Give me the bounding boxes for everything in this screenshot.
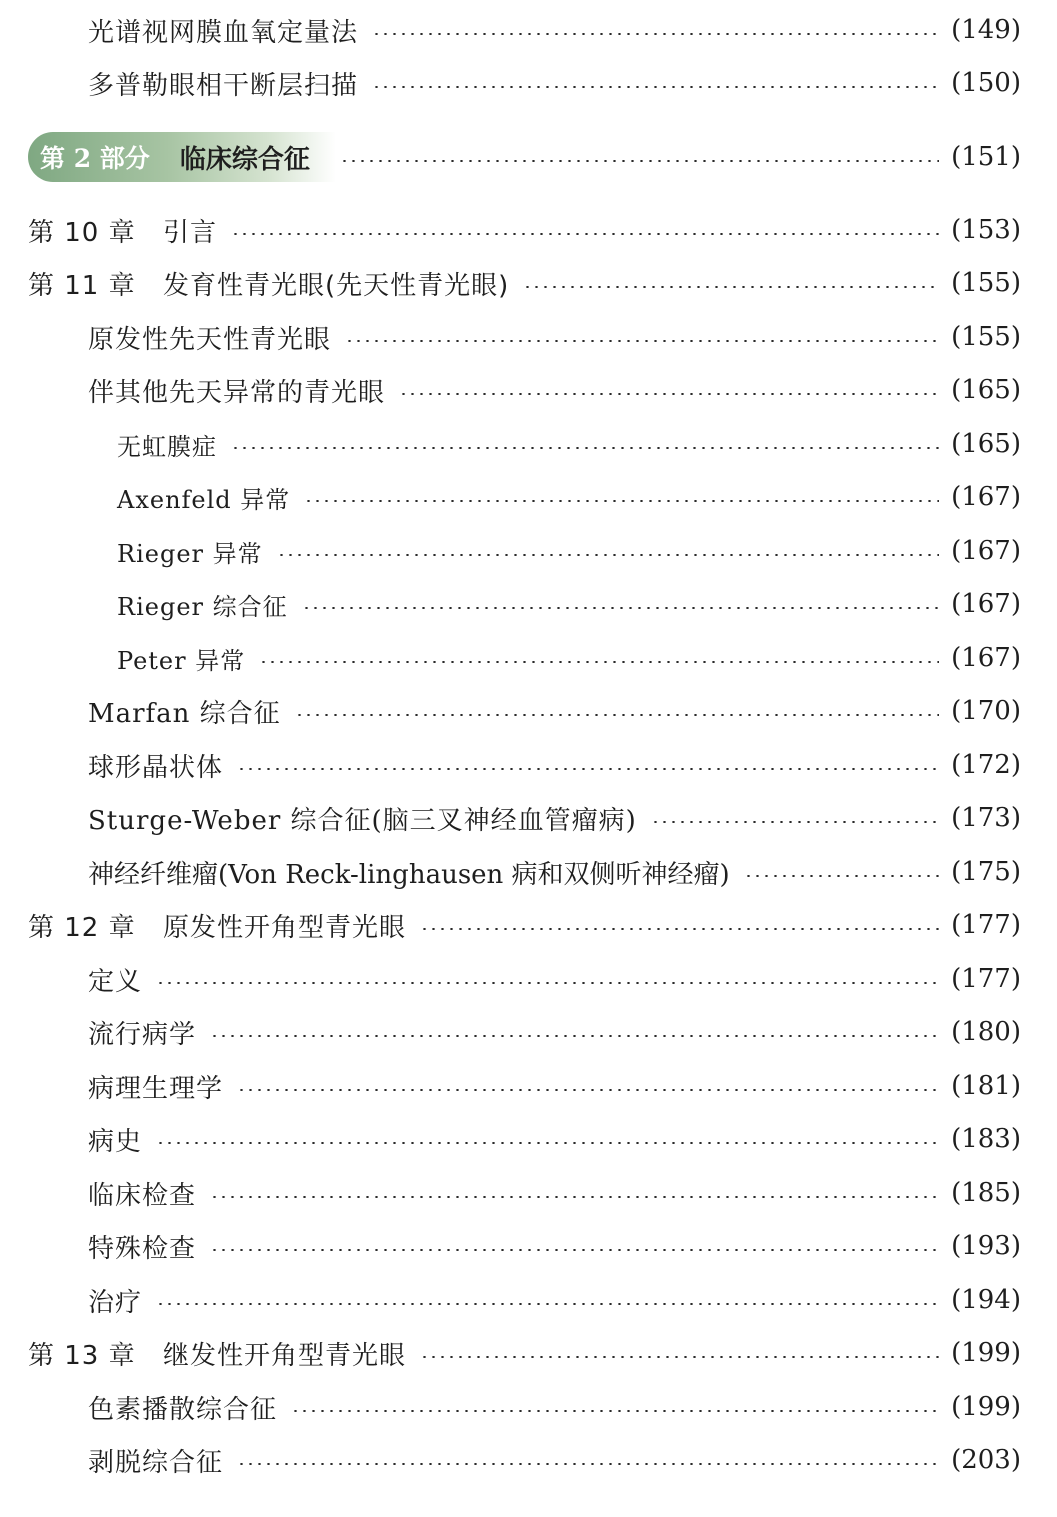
dot-leader (399, 393, 939, 395)
chapter-heading (28, 212, 217, 249)
chapter-heading (28, 907, 406, 944)
toc-entry[interactable] (0, 1440, 1021, 1480)
dot-leader (744, 875, 939, 877)
toc-page-number: (199) (951, 1338, 1021, 1368)
toc-page-number: (181) (951, 1071, 1021, 1101)
toc-entry-title: 病史 (88, 1126, 143, 1157)
toc-entry-title: Axenfeld 异常 (117, 485, 291, 514)
toc-entry-title: 临床检查 (88, 1180, 197, 1211)
toc-page-number: (165) (951, 429, 1021, 459)
dot-leader (372, 86, 939, 88)
chapter-number: 第 12 章 (28, 912, 136, 943)
toc-subentry[interactable] (0, 584, 1021, 624)
toc-entry-title: 特殊检查 (88, 1233, 197, 1264)
dot-leader (291, 1410, 939, 1412)
part-title: 临床综合征 (179, 144, 310, 175)
toc-page-number: (149) (951, 15, 1021, 45)
chapter-title: 原发性开角型青光眼 (163, 912, 407, 943)
chapter-number: 第 10 章 (28, 217, 136, 248)
toc-entry-title: 无虹膜症 (117, 432, 217, 461)
dot-leader (156, 1142, 939, 1144)
part-heading[interactable] (0, 131, 1021, 183)
toc-page-number: (151) (951, 142, 1021, 172)
dot-leader (210, 1035, 939, 1037)
dot-leader (651, 821, 939, 823)
toc-subentry[interactable] (0, 424, 1021, 464)
toc-page-number: (172) (951, 750, 1021, 780)
toc-entry[interactable] (0, 1119, 1021, 1159)
toc-entry[interactable] (0, 691, 1021, 731)
toc-entry[interactable] (0, 10, 1021, 50)
chapter-title: 引言 (163, 217, 218, 248)
toc-entry-title: 伴其他先天异常的青光眼 (88, 377, 386, 408)
dot-leader (237, 1463, 939, 1465)
toc-entry-title: Marfan 综合征 (88, 698, 281, 729)
toc-page-number: (167) (951, 643, 1021, 673)
toc-page-number: (167) (951, 536, 1021, 566)
toc-entry[interactable] (0, 63, 1021, 103)
dot-leader (304, 500, 939, 502)
toc-entry-title: 剥脱综合征 (88, 1447, 224, 1478)
toc-page-number: (203) (951, 1445, 1021, 1475)
toc-page-number: (199) (951, 1392, 1021, 1422)
toc-page-number: (193) (951, 1231, 1021, 1261)
toc-entry[interactable] (0, 852, 1021, 892)
toc-page-number: (155) (951, 268, 1021, 298)
toc-entry-title: 光谱视网膜血氧定量法 (88, 17, 359, 48)
dot-leader (523, 286, 939, 288)
toc-entry[interactable] (0, 317, 1021, 357)
dot-leader (420, 1356, 939, 1358)
chapter-entry[interactable] (0, 905, 1021, 945)
dot-leader (231, 233, 939, 235)
dot-leader (420, 928, 939, 930)
dot-leader (345, 340, 939, 342)
dot-leader (340, 160, 939, 162)
toc-entry-title: Rieger 异常 (117, 539, 263, 568)
toc-page-number: (194) (951, 1285, 1021, 1315)
chapter-heading (28, 1335, 406, 1372)
toc-subentry[interactable] (0, 477, 1021, 517)
toc-entry-title: 球形晶状体 (88, 752, 224, 783)
toc-page-number: (150) (951, 68, 1021, 98)
toc-entry[interactable] (0, 1387, 1021, 1427)
chapter-title: 继发性开角型青光眼 (163, 1340, 407, 1371)
toc-entry[interactable] (0, 1066, 1021, 1106)
part-banner (28, 132, 336, 182)
toc-entry[interactable] (0, 745, 1021, 785)
toc-entry-title: 多普勒眼相干断层扫描 (88, 70, 359, 101)
toc-entry-title: 神经纤维瘤(Von Reck-linghausen 病和双侧听神经瘤) (88, 859, 730, 890)
toc-entry-title: 病理生理学 (88, 1073, 224, 1104)
toc-entry-title: Peter 异常 (117, 646, 246, 675)
dot-leader (156, 1303, 939, 1305)
toc-entry-title: Rieger 综合征 (117, 592, 288, 621)
toc-page-number: (173) (951, 803, 1021, 833)
toc-entry[interactable] (0, 1226, 1021, 1266)
toc-page-number: (167) (951, 589, 1021, 619)
chapter-heading (28, 265, 509, 302)
toc-entry[interactable] (0, 370, 1021, 410)
toc-entry[interactable] (0, 1280, 1021, 1320)
dot-leader (237, 768, 939, 770)
toc-page-number: (183) (951, 1124, 1021, 1154)
toc-page-number: (177) (951, 964, 1021, 994)
toc-entry[interactable] (0, 798, 1021, 838)
dot-leader (237, 1089, 939, 1091)
dot-leader (372, 33, 939, 35)
toc-subentry[interactable] (0, 531, 1021, 571)
toc-subentry[interactable] (0, 638, 1021, 678)
toc-entry-title: Sturge-Weber 综合征(脑三叉神经血管瘤病) (88, 805, 637, 836)
toc-entry[interactable] (0, 959, 1021, 999)
toc-page-number: (167) (951, 482, 1021, 512)
part-number: 第 2 部分 (40, 144, 150, 173)
toc-page-number: (185) (951, 1178, 1021, 1208)
dot-leader (277, 554, 939, 556)
toc-entry-title: 色素播散综合征 (88, 1394, 278, 1425)
toc-page-number: (155) (951, 322, 1021, 352)
toc-entry-title: 原发性先天性青光眼 (88, 324, 332, 355)
chapter-number: 第 11 章 (28, 270, 136, 301)
toc-entry-title: 流行病学 (88, 1019, 197, 1050)
chapter-entry[interactable] (0, 210, 1021, 250)
dot-leader (295, 714, 939, 716)
toc-page-number: (177) (951, 910, 1021, 940)
dot-leader (210, 1249, 939, 1251)
dot-leader (210, 1196, 939, 1198)
toc-entry-title: 治疗 (88, 1287, 143, 1318)
toc-entry[interactable] (0, 1012, 1021, 1052)
toc-entry[interactable] (0, 1173, 1021, 1213)
dot-leader (156, 982, 939, 984)
toc-page-number: (170) (951, 696, 1021, 726)
toc-page-number: (165) (951, 375, 1021, 405)
chapter-number: 第 13 章 (28, 1340, 136, 1371)
dot-leader (302, 607, 939, 609)
toc-page-number: (180) (951, 1017, 1021, 1047)
toc-page-number: (175) (951, 857, 1021, 887)
chapter-entry[interactable] (0, 263, 1021, 303)
toc-page-number: (153) (951, 215, 1021, 245)
chapter-entry[interactable] (0, 1333, 1021, 1373)
dot-leader (231, 447, 939, 449)
chapter-title: 发育性青光眼(先天性青光眼) (163, 270, 510, 301)
dot-leader (259, 661, 939, 663)
toc-entry-title: 定义 (88, 966, 143, 997)
